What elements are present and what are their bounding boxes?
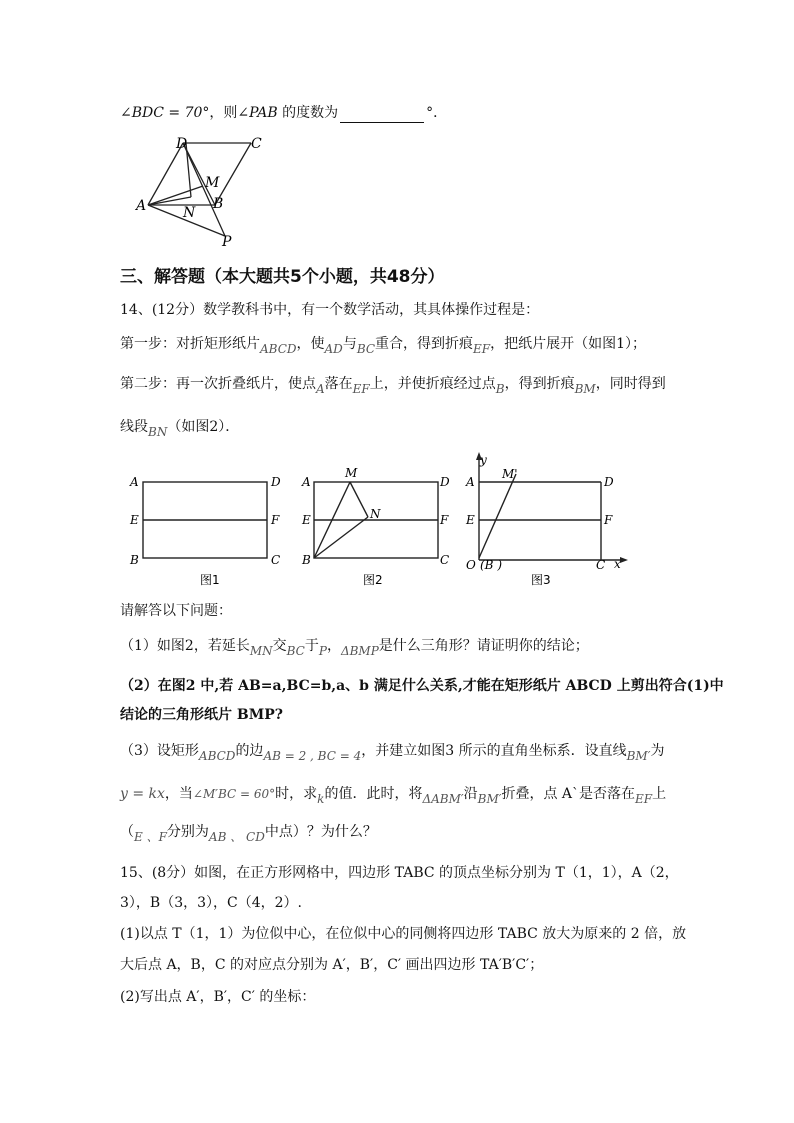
- text: 第二步：再一次折叠纸片，使点: [120, 376, 316, 392]
- text: 时，求: [275, 786, 318, 802]
- text: 重合，得到折痕: [375, 336, 474, 352]
- math: ΔABM′: [422, 792, 464, 806]
- label-m: M: [205, 175, 220, 191]
- fig2-f: F: [440, 513, 449, 527]
- text: 沿: [463, 786, 478, 802]
- text: ，使: [296, 336, 325, 352]
- fig3-c: C: [596, 558, 606, 572]
- text: 是什么三角形？请证明你的结论；: [378, 638, 589, 654]
- math: AD: [324, 342, 343, 356]
- text: 的边: [235, 743, 264, 759]
- label-c: C: [251, 136, 262, 152]
- math: BN: [148, 425, 168, 439]
- text: 线段: [120, 419, 148, 435]
- math: BC: [286, 644, 305, 658]
- math: ΔBMP: [340, 644, 379, 658]
- math: AB 、 CD: [208, 830, 265, 844]
- text: 中点）？为什么？: [264, 824, 377, 840]
- text: 上，并使折痕经过点: [369, 376, 496, 392]
- q14-part3-line2: [120, 784, 666, 804]
- fig1-f: F: [271, 513, 280, 527]
- text: 为: [650, 743, 665, 759]
- math: y = kx: [120, 786, 165, 802]
- fig3-d: D: [604, 475, 614, 489]
- text: 的度数为: [277, 105, 339, 121]
- text: 折叠，点 A`是否落在: [501, 786, 636, 802]
- math: MN: [249, 644, 273, 658]
- math: AB = 2 , BC = 4: [263, 749, 362, 763]
- math: ABCD: [260, 342, 297, 356]
- fig1-c: C: [271, 553, 281, 567]
- text: 于: [304, 638, 319, 654]
- fig3-e: E: [466, 513, 475, 527]
- text: ，同时得到: [595, 376, 666, 392]
- math: BM: [574, 382, 596, 396]
- text: °．: [426, 105, 448, 121]
- text: ，把纸片展开（如图1）；: [490, 336, 647, 352]
- fig3-x: x: [614, 557, 621, 571]
- text: 第一步：对折矩形纸片: [120, 336, 260, 352]
- text: 与: [342, 336, 357, 352]
- text: 上: [652, 786, 667, 802]
- text: ，则: [209, 105, 238, 121]
- fig2-e: E: [302, 513, 311, 527]
- fig2-n: N: [370, 507, 381, 521]
- fig2-d: D: [440, 475, 450, 489]
- fig2-b: B: [302, 553, 311, 567]
- math: ABCD: [198, 749, 236, 763]
- angle-pab: ∠PAB: [237, 105, 278, 121]
- label-d: D: [176, 136, 188, 152]
- text: 落在: [324, 376, 353, 392]
- q14-part3: [120, 741, 664, 761]
- q15-line5: (2)写出点 A′，B′，C′ 的坐标：: [120, 989, 316, 1005]
- q15-line4: 大后点 A，B，C 的对应点分别为 A′，B′，C′ 画出四边形 TA′B′C′；: [120, 957, 544, 973]
- q15-line1: 15、(8分）如图，在正方形网格中，四边形 TABC 的顶点坐标分别为 T（1，1），A（2，: [120, 865, 679, 881]
- text: 的值．此时，将: [324, 786, 423, 802]
- math: BM′: [477, 792, 502, 806]
- q14-step3: [120, 417, 239, 437]
- fig1-e: E: [130, 513, 139, 527]
- label-b: B: [213, 196, 224, 212]
- q14-step2: [120, 374, 666, 394]
- label-a: A: [136, 198, 147, 214]
- fig3-m: M': [502, 467, 518, 481]
- fig3-a: A: [466, 475, 475, 489]
- angle-bdc: ∠BDC = 70°: [120, 105, 210, 121]
- q14-step1: [120, 334, 646, 354]
- q13-line: [120, 103, 447, 123]
- q13-figure: [128, 130, 268, 250]
- q15-line3: (1)以点 T（1，1）为位似中心，在位似中心的同侧将四边形 TABC 放大为原来的 2 倍，放: [120, 926, 687, 942]
- math: A: [316, 382, 325, 396]
- q15-line2: 3），B（3，3），C（4，2）.: [120, 895, 302, 911]
- math: BC: [356, 342, 376, 356]
- math: k: [317, 792, 325, 806]
- text: ，当: [164, 786, 193, 802]
- label-p: P: [222, 234, 232, 250]
- q14-part3-line3: [120, 822, 377, 842]
- math: E 、F: [134, 830, 167, 844]
- text: （如图2）．: [167, 419, 240, 435]
- fig1-b: B: [130, 553, 139, 567]
- math: EF: [473, 342, 491, 356]
- fig1-caption: 图1: [200, 573, 220, 587]
- fig2-caption: 图2: [363, 573, 383, 587]
- text: （: [120, 824, 134, 840]
- q14-part1: [120, 636, 589, 656]
- math: ∠M′BC = 60°: [192, 787, 276, 801]
- fig3-b: (B ): [480, 558, 502, 572]
- answer-blank[interactable]: [340, 108, 424, 123]
- fig2-c: C: [440, 553, 450, 567]
- text: 分别为: [166, 824, 209, 840]
- q14-part2-line1: （2）在图2 中,若 AB=a,BC=b,a、b 满足什么关系,才能在矩形纸片 ABCD 上剪出符合(1)中: [120, 678, 724, 694]
- text: （1）如图2，若延长: [120, 638, 250, 654]
- fig1-a: A: [130, 475, 139, 489]
- math: B: [495, 382, 505, 396]
- q14-ask: 请解答以下问题：: [120, 603, 232, 619]
- math: EF: [352, 382, 370, 396]
- label-n: N: [183, 205, 196, 221]
- fig3-caption: 图3: [531, 573, 551, 587]
- text: 交: [272, 638, 287, 654]
- math: EF: [635, 792, 653, 806]
- section-title: 三、解答题（本大题共5个小题，共48分）: [120, 267, 445, 287]
- q14-part2-line2: 结论的三角形纸片 BMP?: [120, 707, 283, 723]
- q14-figures: [120, 452, 640, 592]
- fig3-y: y: [480, 453, 487, 467]
- text: （3）设矩形: [120, 743, 199, 759]
- fig2-m: M: [345, 466, 358, 480]
- text: ，得到折痕: [504, 376, 575, 392]
- text: ，并建立如图3 所示的直角坐标系．设直线: [361, 743, 627, 759]
- math: BM′: [626, 749, 651, 763]
- text: ，: [326, 638, 341, 654]
- math: P: [318, 644, 327, 658]
- fig3-f: F: [604, 513, 613, 527]
- fig2-a: A: [302, 475, 311, 489]
- fig3-o: O: [466, 558, 476, 572]
- fig1-d: D: [271, 475, 281, 489]
- q14-intro: 14、(12分）数学教科书中，有一个数学活动，其具体操作过程是：: [120, 302, 540, 318]
